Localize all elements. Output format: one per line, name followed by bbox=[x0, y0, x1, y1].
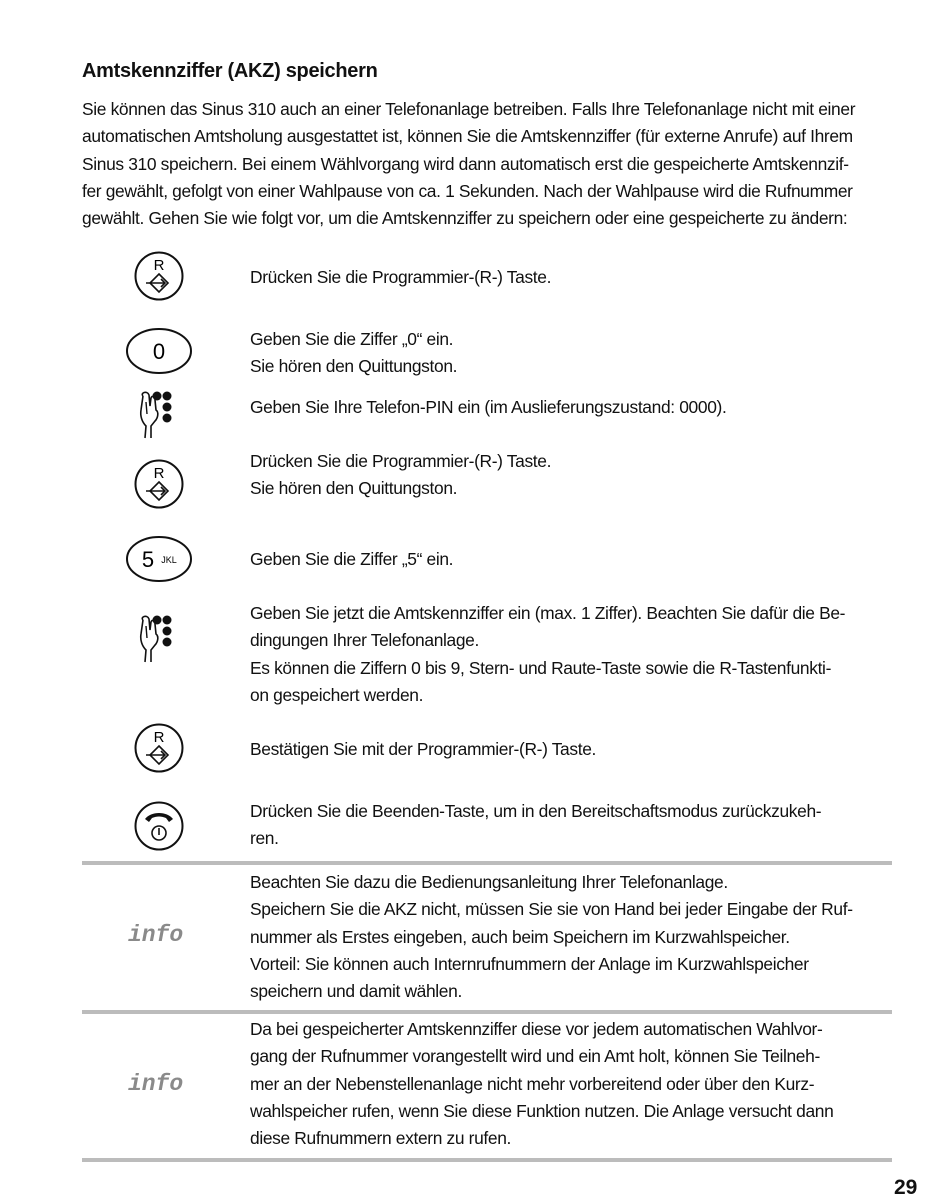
step-text: dingungen Ihrer Telefonanlage. bbox=[250, 630, 479, 651]
step-text: Bestätigen Sie mit der Programmier-(R-) Taste. bbox=[250, 739, 596, 759]
info-line: wahlspeicher rufen, wenn Sie diese Funktion nutzen. Die Anlage versucht dann bbox=[250, 1100, 834, 1121]
svg-text:5: 5 bbox=[141, 547, 155, 572]
info-line: speichern und damit wählen. bbox=[250, 981, 462, 1002]
step-text: Sie hören den Quittungston. bbox=[250, 478, 458, 499]
step-text: Drücken Sie die Beenden-Taste, um in den Bereitschaftsmodus zurückzukeh- bbox=[250, 801, 822, 821]
svg-text:R: R bbox=[153, 729, 165, 746]
intro-paragraph bbox=[82, 96, 927, 232]
svg-text:JKL: JKL bbox=[161, 555, 177, 565]
r-key-icon bbox=[133, 722, 185, 774]
r-key-icon bbox=[133, 458, 185, 510]
step-text: ren. bbox=[250, 828, 279, 849]
info-line: mer an der Nebenstellenanlage nicht mehr vorbereitend oder über den Kurz- bbox=[250, 1073, 815, 1094]
svg-text:0: 0 bbox=[152, 339, 166, 364]
intro-line: gewählt. Gehen Sie wie folgt vor, um die Amtskennziffer zu speichern oder eine gespeicherte zu ändern: bbox=[82, 208, 848, 229]
info-line: Speichern Sie die AKZ nicht, müssen Sie sie von Hand bei jeder Eingabe der Ruf- bbox=[250, 899, 853, 920]
step-text: Geben Sie Ihre Telefon-PIN ein (im Auslieferungszustand: 0000). bbox=[250, 397, 727, 417]
info-label: info bbox=[128, 1071, 184, 1097]
page-number: 29 bbox=[894, 1176, 918, 1199]
intro-line: fer gewählt, gefolgt von einer Wahlpause von ca. 1 Sekunden. Nach der Wahlpause wird die Rufnummer bbox=[82, 180, 853, 201]
info-label: info bbox=[128, 922, 184, 948]
info-text bbox=[250, 1016, 910, 1152]
end-call-key-icon bbox=[133, 800, 185, 852]
divider bbox=[82, 1158, 892, 1162]
step-text: Drücken Sie die Programmier-(R-) Taste. bbox=[250, 451, 552, 471]
intro-line: Sie können das Sinus 310 auch an einer Telefonanlage betreiben. Falls Ihre Telefonanlage nicht mit einer bbox=[82, 99, 856, 119]
step-text: Geben Sie jetzt die Amtskennziffer ein (max. 1 Ziffer). Beachten Sie dafür die Be- bbox=[250, 603, 846, 623]
keypad-hand-icon bbox=[137, 614, 183, 664]
svg-text:R: R bbox=[153, 257, 165, 274]
divider bbox=[82, 1010, 892, 1014]
info-line: gang der Rufnummer vorangestellt wird und ein Amt holt, können Sie Teilneh- bbox=[250, 1046, 820, 1067]
divider bbox=[82, 861, 892, 865]
section-title: Amtskennziffer (AKZ) speichern bbox=[82, 60, 378, 82]
step-text: Drücken Sie die Programmier-(R-) Taste. bbox=[250, 267, 552, 287]
five-jkl-key-icon bbox=[125, 534, 193, 584]
zero-key-icon bbox=[125, 326, 193, 376]
intro-line: Sinus 310 speichern. Bei einem Wählvorgang wird dann automatisch erst die gespeicherte Amtskennzif- bbox=[82, 153, 849, 174]
info-line: Beachten Sie dazu die Bedienungsanleitung Ihrer Telefonanlage. bbox=[250, 872, 728, 892]
intro-line: automatischen Amtsholung ausgestattet ist, können Sie die Amtskennziffer (für externe Anrufe) auf Ihrem bbox=[82, 126, 853, 147]
step-text: Es können die Ziffern 0 bis 9, Stern- und Raute-Taste sowie die R-Tastenfunkti- bbox=[250, 657, 832, 678]
info-line: Vorteil: Sie können auch Internrufnummern der Anlage im Kurzwahlspeicher bbox=[250, 953, 809, 974]
svg-text:R: R bbox=[153, 465, 165, 482]
keypad-hand-icon bbox=[137, 390, 183, 440]
r-key-icon bbox=[133, 250, 185, 302]
info-line: Da bei gespeicherter Amtskennziffer diese vor jedem automatischen Wahlvor- bbox=[250, 1019, 823, 1039]
step-text: Geben Sie die Ziffer „0“ ein. bbox=[250, 329, 454, 349]
info-line: nummer als Erstes eingeben, auch beim Speichern im Kurzwahlspeicher. bbox=[250, 926, 790, 947]
info-line: diese Rufnummern extern zu rufen. bbox=[250, 1128, 512, 1149]
step-text: on gespeichert werden. bbox=[250, 684, 424, 705]
step-text: Geben Sie die Ziffer „5“ ein. bbox=[250, 549, 454, 569]
step-text: Sie hören den Quittungston. bbox=[250, 356, 458, 377]
info-text bbox=[250, 869, 910, 1005]
